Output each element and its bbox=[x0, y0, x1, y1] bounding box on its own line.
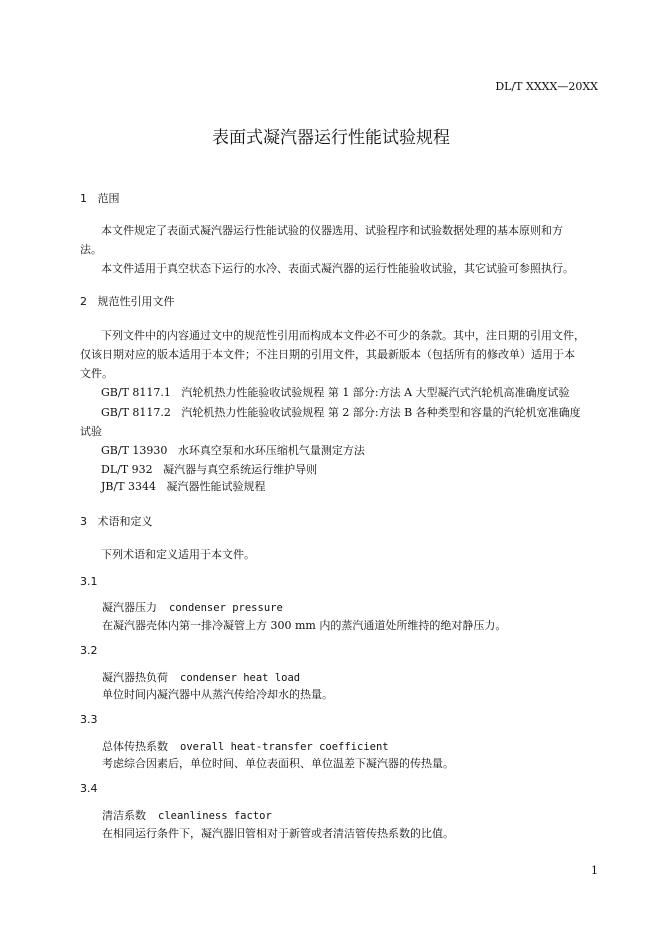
section-number: 1 bbox=[80, 192, 87, 205]
document-code: DL/T XXXX—20XX bbox=[495, 80, 598, 93]
section-3-heading bbox=[80, 513, 153, 529]
term-number: 3.2 bbox=[80, 644, 98, 657]
term-heading bbox=[102, 738, 389, 754]
reference-title: 汽轮机热力性能验收试验规程 第 1 部分:方法 A 大型凝汽式汽轮机高准确度试验 bbox=[181, 386, 570, 399]
page-number: 1 bbox=[591, 864, 598, 877]
paragraph-line: 本文件规定了表面式凝汽器运行性能试验的仪器选用、试验程序和试验数据处理的基本原则和方 bbox=[101, 224, 563, 237]
term-zh: 凝汽器压力 bbox=[102, 601, 157, 614]
reference-code: GB/T 8117.2 bbox=[101, 406, 171, 419]
term-definition: 在凝汽器壳体内第一排冷凝管上方 300 mm 内的蒸汽通道处所维持的绝对静压力。 bbox=[102, 619, 507, 632]
term-zh: 总体传热系数 bbox=[102, 740, 168, 753]
reference-item bbox=[101, 383, 570, 402]
reference-title: 水环真空泵和水环压缩机气量测定方法 bbox=[177, 444, 365, 457]
reference-title: 汽轮机热力性能验收试验规程 第 2 部分:方法 B 各种类型和容量的汽轮机宽准确度 bbox=[181, 406, 581, 419]
term-en: cleanliness factor bbox=[158, 810, 272, 822]
reference-code: GB/T 13930 bbox=[101, 444, 168, 457]
reference-code: JB/T 3344 bbox=[101, 480, 157, 493]
term-en: overall heat-transfer coefficient bbox=[180, 741, 389, 753]
term-heading bbox=[102, 807, 272, 823]
reference-code: DL/T 932 bbox=[101, 463, 153, 476]
term-number: 3.3 bbox=[80, 713, 98, 726]
section-title: 术语和定义 bbox=[97, 515, 153, 528]
reference-title: 凝汽器性能试验规程 bbox=[166, 480, 266, 493]
reference-code: GB/T 8117.1 bbox=[101, 386, 171, 399]
paragraph-line: 法。 bbox=[80, 243, 102, 256]
term-number: 3.4 bbox=[80, 782, 98, 795]
paragraph-line: 文件。 bbox=[80, 367, 113, 380]
term-en: condenser pressure bbox=[169, 602, 283, 614]
paragraph-line: 下列文件中的内容通过文中的规范性引用而构成本文件必不可少的条款。其中，注日期的引用文件， bbox=[101, 329, 585, 342]
paragraph-line: 本文件适用于真空状态下运行的水冷、表面式凝汽器的运行性能验收试验，其它试验可参照执行。 bbox=[101, 262, 574, 275]
term-definition: 在相同运行条件下，凝汽器旧管相对于新管或者清洁管传热系数的比值。 bbox=[102, 827, 454, 840]
term-zh: 清洁系数 bbox=[102, 809, 146, 822]
reference-item bbox=[101, 441, 365, 460]
term-heading bbox=[102, 599, 283, 615]
term-definition: 单位时间内凝汽器中从蒸汽传给冷却水的热量。 bbox=[102, 688, 333, 701]
reference-item bbox=[101, 477, 266, 496]
page-title: 表面式凝汽器运行性能试验规程 bbox=[212, 128, 450, 148]
section-number: 2 bbox=[80, 295, 87, 308]
section-2-heading bbox=[80, 293, 175, 309]
paragraph-line: 下列术语和定义适用于本文件。 bbox=[101, 548, 255, 561]
section-number: 3 bbox=[80, 515, 87, 528]
term-en: condenser heat load bbox=[180, 672, 301, 684]
term-heading bbox=[102, 669, 300, 685]
reference-title: 凝汽器与真空系统运行维护导则 bbox=[163, 463, 318, 476]
term-definition: 考虑综合因素后，单位时间、单位表面积、单位温差下凝汽器的传热量。 bbox=[102, 757, 454, 770]
reference-item-continuation: 试验 bbox=[80, 425, 102, 438]
term-number: 3.1 bbox=[80, 575, 98, 588]
section-title: 规范性引用文件 bbox=[97, 295, 175, 308]
paragraph-line: 仅该日期对应的版本适用于本文件；不注日期的引用文件，其最新版本（包括所有的修改单）适用于本 bbox=[80, 348, 575, 361]
section-title: 范围 bbox=[97, 192, 120, 205]
reference-item bbox=[101, 403, 581, 422]
term-zh: 凝汽器热负荷 bbox=[102, 671, 168, 684]
section-1-heading bbox=[80, 190, 120, 206]
